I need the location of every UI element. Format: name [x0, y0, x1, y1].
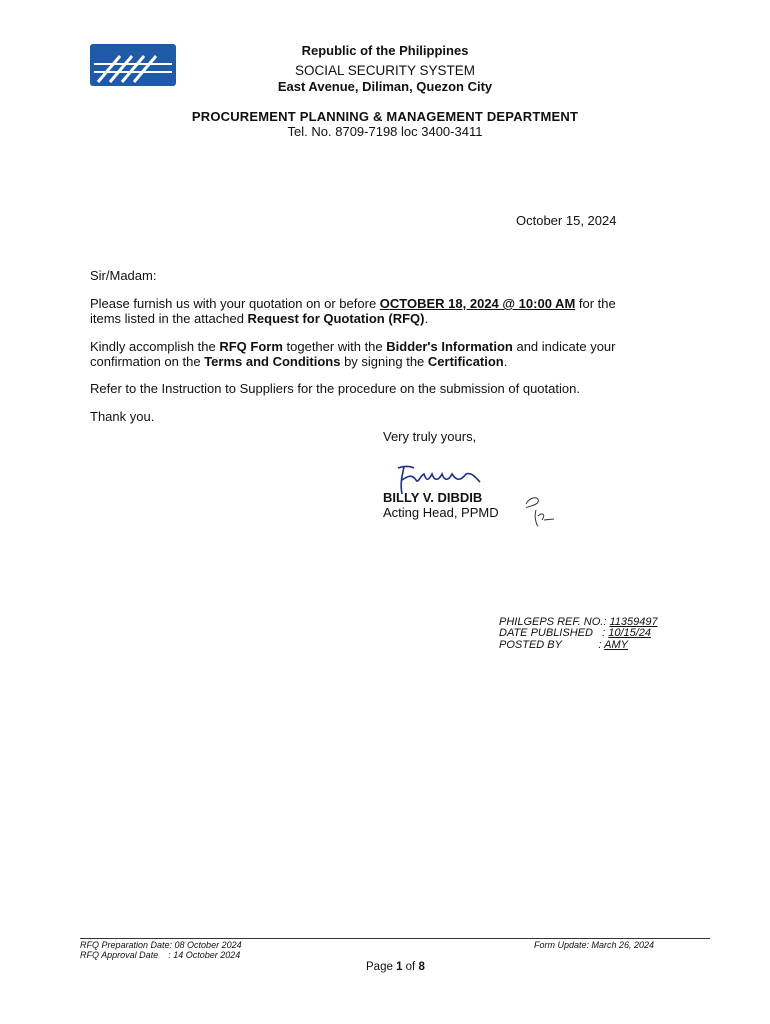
date-published-label: DATE PUBLISHED : — [499, 627, 609, 639]
p2-text-a: Kindly accomplish the — [90, 339, 220, 354]
page-of: of — [402, 961, 419, 973]
p1-text-d: . — [424, 311, 429, 326]
date-published — [499, 627, 651, 639]
page-total: 8 — [418, 961, 425, 973]
paragraph-deadline — [90, 296, 720, 326]
paragraph-instructions — [90, 339, 720, 369]
header-department: PROCUREMENT PLANNING & MANAGEMENT DEPARTMENT — [191, 109, 579, 124]
rfq-label: Request for Quotation (RFQ) — [247, 311, 425, 326]
p2-text-c: and indicate your — [512, 339, 616, 354]
bidder-info-label: Bidder's Information — [386, 339, 513, 354]
posted-by-label: POSTED BY : — [499, 639, 605, 651]
posted-by-value: AMY — [604, 639, 628, 651]
footer-form-update: Form Update: March 26, 2024 — [534, 940, 655, 950]
header-republic: Republic of the Philippines — [301, 43, 469, 58]
certification-label: Certification — [427, 354, 504, 369]
ref-label: PHILGEPS REF. NO.: — [499, 616, 610, 628]
p2-text-f: . — [503, 354, 508, 369]
p1-text-a: Please furnish us with your quotation on or before — [90, 296, 380, 311]
deadline: OCTOBER 18, 2024 @ 10:00 AM — [379, 296, 576, 311]
initials — [520, 494, 560, 530]
salutation: Sir/Madam: — [90, 268, 157, 283]
paragraph-refer: Refer to the Instruction to Suppliers for the procedure on the submission of quotation. — [90, 381, 580, 396]
page-number — [366, 961, 425, 973]
signatory-name: BILLY V. DIBDIB — [383, 490, 483, 505]
header-agency: SOCIAL SECURITY SYSTEM — [294, 63, 476, 78]
page-prefix: Page — [366, 961, 397, 973]
ref-value: 11359497 — [609, 616, 658, 628]
thank-you: Thank you. — [90, 409, 155, 424]
header-address: East Avenue, Diliman, Quezon City — [277, 79, 493, 94]
footer-divider — [80, 938, 710, 939]
date-published-value: 10/15/24 — [608, 627, 652, 639]
header-tel: Tel. No. 8709-7198 loc 3400-3411 — [287, 124, 483, 139]
p2-text-e: by signing the — [340, 354, 428, 369]
footer-prep-date: RFQ Preparation Date: 08 October 2024 — [80, 940, 242, 950]
p2-text-b: together with the — [282, 339, 387, 354]
signatory-title: Acting Head, PPMD — [383, 505, 499, 520]
letter-date: October 15, 2024 — [516, 213, 617, 228]
rfq-form-label: RFQ Form — [219, 339, 283, 354]
posted-by — [499, 639, 628, 651]
page-current: 1 — [396, 961, 403, 973]
p1-text-b: for the — [575, 296, 616, 311]
footer-approval-date: RFQ Approval Date : 14 October 2024 — [80, 950, 241, 960]
closing: Very truly yours, — [383, 429, 477, 444]
terms-label: Terms and Conditions — [204, 354, 341, 369]
p1-text-c: items listed in the attached — [90, 311, 248, 326]
p2-text-d: confirmation on the — [90, 354, 205, 369]
